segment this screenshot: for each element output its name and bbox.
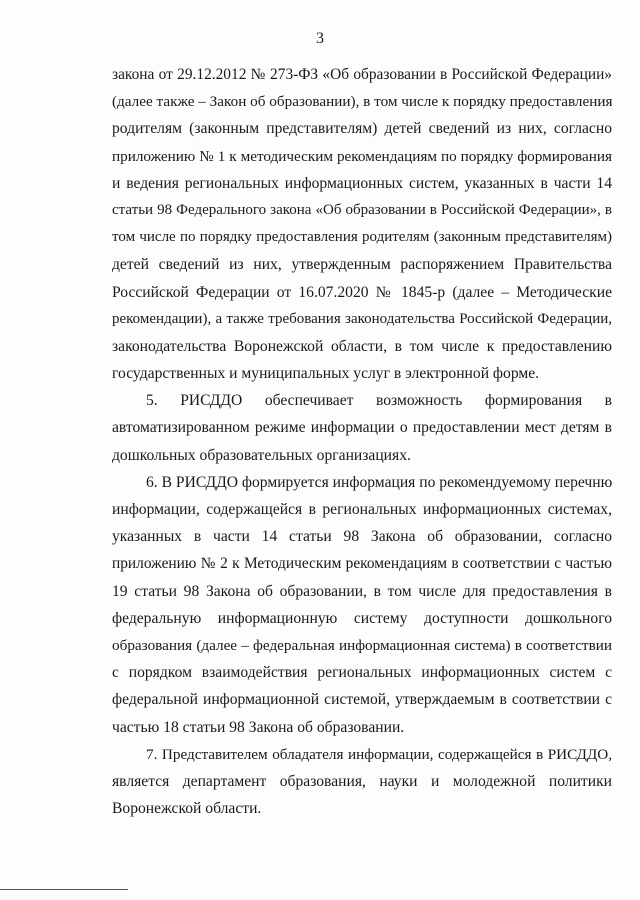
- text-line: (далее также – Закон об образовании), в том числе к порядку предоставления: [112, 93, 612, 111]
- text-line: федеральную информационную систему доступности дошкольного: [112, 609, 612, 627]
- page-number: 3: [316, 30, 324, 47]
- paragraph-item-6: [112, 469, 612, 741]
- text-line: приложению № 1 к методическим рекомендациям по порядку формирования: [112, 147, 612, 165]
- text-line: рекомендации), а также требования законодательства Российской Федерации,: [112, 310, 612, 327]
- text-line: указанных в части 14 статьи 98 Закона об образовании, согласно: [112, 528, 612, 546]
- text-line: Российской Федерации от 16.07.2020 № 1845-р (далее – Методические: [112, 283, 612, 301]
- text-line: том числе по порядку предоставления родителям (законным представителям): [112, 229, 612, 246]
- text-line: частью 18 статьи 98 Закона об образовании.: [112, 718, 405, 736]
- text-line: закона от 29.12.2012 № 273-ФЗ «Об образовании в Российской Федерации»: [112, 66, 612, 83]
- text-line: Воронежской области.: [112, 800, 262, 818]
- text-line: родителям (законным представителям) детей сведений из них, согласно: [112, 120, 612, 138]
- text-line: 6. В РИСДДО формируется информация по рекомендуемому перечню: [146, 473, 612, 491]
- paragraph-continuation: [112, 61, 612, 387]
- text-line: информации, содержащейся в региональных информационных системах,: [112, 501, 612, 518]
- text-line: является департамент образования, науки и молодежной политики: [112, 772, 612, 790]
- text-line: образования (далее – федеральная информационная система) в соответствии: [112, 636, 612, 654]
- text-line: 7. Представителем обладателя информации, содержащейся в РИСДДО,: [146, 745, 612, 763]
- paragraph-item-7: [112, 741, 612, 823]
- text-line: приложению № 2 к Методическим рекомендациям в соответствии с частью: [112, 555, 612, 573]
- text-line: и ведения региональных информационных систем, указанных в части 14: [112, 174, 612, 192]
- text-line: автоматизированном режиме информации о предоставлении мест детям в: [112, 419, 612, 437]
- document-body: [112, 61, 612, 822]
- text-line: 5. РИСДДО обеспечивает возможность формирования в: [146, 392, 612, 410]
- text-line: дошкольных образовательных организациях.: [112, 446, 411, 464]
- text-line: статьи 98 Федерального закона «Об образовании в Российской Федерации», в: [112, 201, 612, 218]
- text-line: детей сведений из них, утвержденным распоряжением Правительства: [112, 256, 612, 274]
- paragraph-item-5: [112, 387, 612, 469]
- text-line: федеральной информационной системой, утверждаемым в соответствии с: [112, 691, 612, 709]
- text-line: с порядком взаимодействия региональных информационных систем с: [112, 664, 612, 682]
- text-line: 19 статьи 98 Закона об образовании, в том числе для предоставления в: [112, 582, 612, 600]
- text-line: государственных и муниципальных услуг в электронной форме.: [112, 365, 540, 383]
- footnote-divider: [0, 889, 128, 890]
- text-line: законодательства Воронежской области, в том числе к предоставлению: [112, 337, 612, 355]
